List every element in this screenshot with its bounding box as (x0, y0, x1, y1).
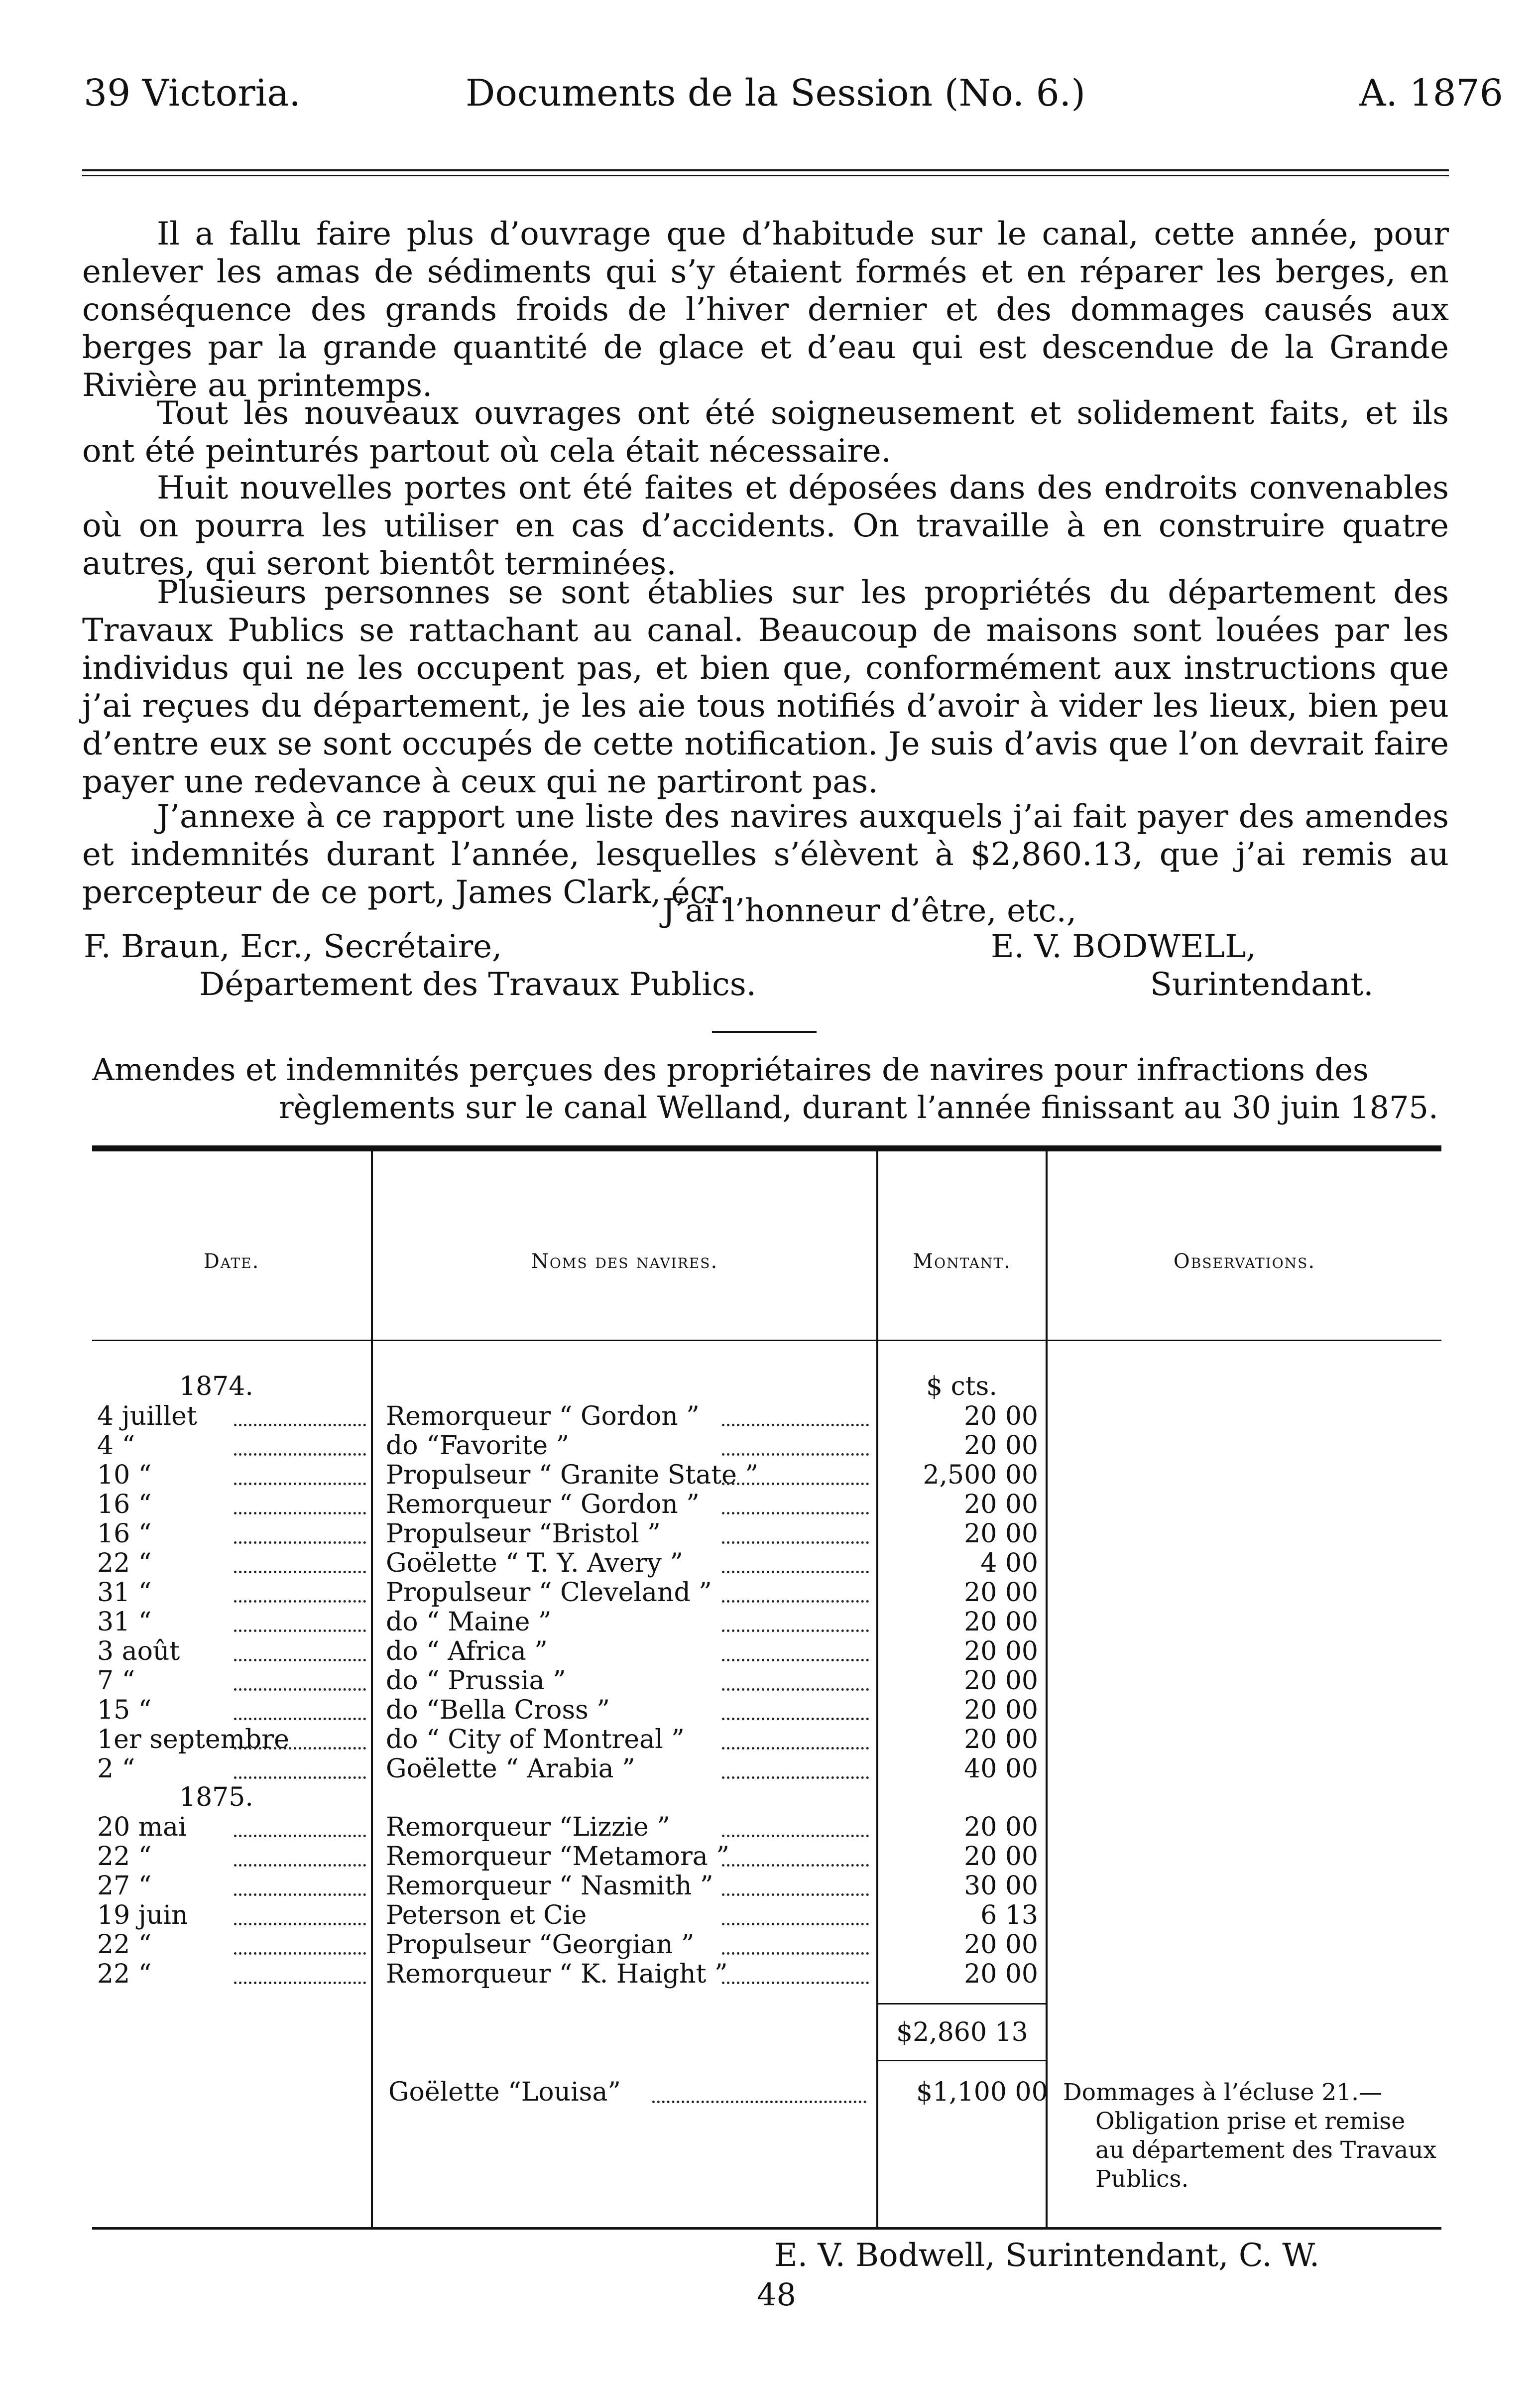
year-1875: 1875. (179, 1782, 253, 1812)
row-date: 16 “ (97, 1519, 152, 1549)
row-amount: 2,500 00 (923, 1460, 1038, 1490)
section-divider (712, 1031, 817, 1033)
row-amount: 4 00 (980, 1548, 1038, 1578)
addressee-line-1: F. Braun, Ecr., Secrétaire, (84, 928, 502, 965)
row-amount: 20 00 (964, 1431, 1038, 1461)
row-vessel-name: Goëlette “ Arabia ” (386, 1754, 635, 1784)
row-date: 4 juillet (97, 1401, 197, 1431)
row-vessel-name: Remorqueur “ Gordon ” (386, 1401, 700, 1431)
row-vessel-name: do “ Africa ” (386, 1636, 548, 1666)
row-date-dot-leader (234, 1893, 366, 1896)
row-date-dot-leader (234, 1512, 366, 1514)
row-date: 7 “ (97, 1666, 135, 1696)
row-name-dot-leader (722, 1776, 869, 1779)
row-amount: 20 00 (964, 1578, 1038, 1608)
row-amount: 30 00 (964, 1871, 1038, 1901)
page-number: 48 (757, 2276, 796, 2313)
row-name-dot-leader (722, 1453, 869, 1456)
row-date-dot-leader (234, 1923, 366, 1925)
column-header-observations: Observations. (1173, 1250, 1316, 1273)
observation-line-2: Obligation prise et remise (1095, 2108, 1406, 2135)
row-date-dot-leader (234, 1453, 366, 1456)
column-divider-1 (371, 1151, 373, 2227)
row-vessel-name: Propulseur “ Granite State ” (386, 1460, 759, 1490)
observation-line-3: au département des Travaux (1095, 2136, 1437, 2164)
row-amount: 20 00 (964, 1401, 1038, 1431)
row-name-dot-leader (722, 1747, 869, 1750)
paragraph-1: Il a fallu faire plus d’ouvrage que d’habitude sur le canal, cette année, pour enlever les amas de sédiments qui s’y étaient formés et en réparer les berges, en conséquence des grands froids de l’hiver dernier et des dommages causés aux berges par la grande quantité de glace et d’eau qui est descendue de la Grande Rivière au printemps. (82, 216, 1449, 404)
row-amount: 20 00 (964, 1519, 1038, 1549)
signer-line-1: E. V. BODWELL, (991, 928, 1256, 965)
row-amount: 20 00 (964, 1695, 1038, 1725)
column-divider-2 (876, 1151, 878, 2227)
row-date: 3 août (97, 1636, 180, 1666)
row-date-dot-leader (234, 1864, 366, 1867)
row-name-dot-leader (722, 1982, 869, 1984)
row-vessel-name: Remorqueur “Metamora ” (386, 1842, 729, 1872)
row-amount: 20 00 (964, 1959, 1038, 1989)
observation-line-1: Dommages à l’écluse 21.— (1063, 2079, 1383, 2106)
row-vessel-name: Remorqueur “ Nasmith ” (386, 1871, 713, 1901)
row-name-dot-leader (722, 1923, 869, 1925)
row-date: 19 juin (97, 1900, 188, 1930)
row-date-dot-leader (234, 1952, 366, 1955)
row-date-dot-leader (234, 1659, 366, 1661)
header-bottom-rule (92, 1340, 1441, 1341)
row-amount: 20 00 (964, 1930, 1038, 1960)
addressee-line-2: Département des Travaux Publics. (199, 966, 756, 1003)
row-date-dot-leader (234, 1571, 366, 1573)
row-date-dot-leader (234, 1629, 366, 1632)
paragraph-2: Tout les nouveaux ouvrages ont été soigneusement et solidement faits, et ils ont été peinturés partout où cela était nécessaire. (82, 395, 1449, 470)
table-bottom-rule (92, 2227, 1441, 2230)
header-left: 39 Victoria. (84, 72, 301, 115)
paragraph-4: Plusieurs personnes se sont établies sur les propriétés du département des Travaux Publics se rattachant au canal. Beaucoup de maisons sont louées par les individus qui ne les occupent pas, et bien que, conformément aux instructions que j’ai reçues du département, je les aie tous notifiés d’avoir à vider les lieux, bien peu d’entre eux se sont occupés de cette notification. Je suis d’avis que l’on devrait faire payer une redevance à ceux qui ne partiront pas. (82, 574, 1449, 800)
row-vessel-name: do “ Maine ” (386, 1607, 552, 1637)
row-name-dot-leader (722, 1424, 869, 1426)
column-header-date: Date. (203, 1250, 260, 1273)
row-date-dot-leader (234, 1776, 366, 1779)
total-rule-bottom (878, 2060, 1046, 2061)
paragraph-3: Huit nouvelles portes ont été faites et déposées dans des endroits convenables où on pourra les utiliser en cas d’accidents. On travaille à en construire quatre autres, qui seront bientôt terminées. (82, 470, 1449, 582)
row-vessel-name: Remorqueur “ Gordon ” (386, 1490, 700, 1519)
row-vessel-name: do “ Prussia ” (386, 1666, 566, 1696)
row-amount: 20 00 (964, 1607, 1038, 1637)
row-name-dot-leader (722, 1659, 869, 1661)
row-amount: 20 00 (964, 1812, 1038, 1842)
row-amount: 20 00 (964, 1490, 1038, 1519)
row-date: 31 “ (97, 1578, 152, 1608)
row-name-dot-leader (722, 1512, 869, 1514)
row-date: 20 mai (97, 1812, 187, 1842)
row-name-dot-leader (722, 1483, 869, 1485)
row-date-dot-leader (234, 1718, 366, 1720)
header-rule-bottom (82, 175, 1449, 176)
row-vessel-name: do “Favorite ” (386, 1431, 570, 1461)
table-title-line-2: règlements sur le canal Welland, durant l’année finissant au 30 juin 1875. (279, 1089, 1438, 1126)
extra-dot-leader (652, 2101, 866, 2103)
row-vessel-name: Remorqueur “Lizzie ” (386, 1812, 670, 1842)
signer-line-2: Surintendant. (1150, 966, 1374, 1003)
column-header-names: Noms des navires. (531, 1250, 718, 1273)
row-amount: 40 00 (964, 1754, 1038, 1784)
row-amount: 6 13 (980, 1900, 1038, 1930)
row-vessel-name: Propulseur “Bristol ” (386, 1519, 661, 1549)
header-rule-top (82, 169, 1449, 171)
row-date: 2 “ (97, 1754, 135, 1784)
row-vessel-name: do “ City of Montreal ” (386, 1725, 685, 1754)
row-date-dot-leader (234, 1835, 366, 1837)
row-amount: 20 00 (964, 1636, 1038, 1666)
row-amount: 20 00 (964, 1666, 1038, 1696)
row-name-dot-leader (722, 1600, 869, 1603)
row-name-dot-leader (722, 1718, 869, 1720)
row-vessel-name: do “Bella Cross ” (386, 1695, 610, 1725)
total-rule-top (878, 2003, 1046, 2005)
row-date-dot-leader (234, 1600, 366, 1603)
row-name-dot-leader (722, 1952, 869, 1955)
amount-units: $ cts. (926, 1372, 997, 1401)
row-vessel-name: Peterson et Cie (386, 1900, 587, 1930)
column-header-amount: Montant. (913, 1250, 1011, 1273)
observation-line-4: Publics. (1095, 2165, 1189, 2193)
total-amount: $2,860 13 (896, 2017, 1028, 2047)
header-right: A. 1876 (1359, 72, 1503, 115)
row-vessel-name: Propulseur “ Cleveland ” (386, 1578, 712, 1608)
table-title-line-1: Amendes et indemnités perçues des propriétaires de navires pour infractions des (92, 1051, 1369, 1088)
row-date: 22 “ (97, 1959, 152, 1989)
row-name-dot-leader (722, 1541, 869, 1544)
row-name-dot-leader (722, 1893, 869, 1896)
row-name-dot-leader (722, 1571, 869, 1573)
row-date: 22 “ (97, 1548, 152, 1578)
year-1874: 1874. (179, 1372, 253, 1401)
extra-vessel-name: Goëlette “Louisa” (388, 2077, 621, 2107)
footer-signature: E. V. Bodwell, Surintendant, C. W. (774, 2237, 1320, 2274)
row-date-dot-leader (234, 1747, 366, 1750)
row-name-dot-leader (722, 1835, 869, 1837)
row-date-dot-leader (234, 1982, 366, 1984)
row-vessel-name: Propulseur “Georgian ” (386, 1930, 695, 1960)
row-date-dot-leader (234, 1541, 366, 1544)
row-date: 1er septembre (97, 1725, 289, 1754)
row-date: 15 “ (97, 1695, 152, 1725)
row-name-dot-leader (722, 1688, 869, 1691)
row-name-dot-leader (722, 1629, 869, 1632)
extra-amount: $1,100 00 (916, 2077, 1048, 2107)
row-date: 22 “ (97, 1842, 152, 1872)
row-date: 31 “ (97, 1607, 152, 1637)
row-vessel-name: Goëlette “ T. Y. Avery ” (386, 1548, 683, 1578)
row-date-dot-leader (234, 1688, 366, 1691)
table-top-rule (92, 1145, 1441, 1151)
column-divider-3 (1046, 1151, 1048, 2227)
row-amount: 20 00 (964, 1842, 1038, 1872)
row-date-dot-leader (234, 1483, 366, 1485)
row-vessel-name: Remorqueur “ K. Haight ” (386, 1959, 728, 1989)
row-date: 16 “ (97, 1490, 152, 1519)
header-center: Documents de la Session (No. 6.) (466, 72, 1086, 115)
paragraph-5: J’annexe à ce rapport une liste des navires auxquels j’ai fait payer des amendes et indemnités durant l’année, lesquelles s’élèvent à $2,860.13, que j’ai remis au percepteur de ce port, James Clark, écr. (82, 798, 1449, 911)
row-date: 27 “ (97, 1871, 152, 1901)
row-date: 10 “ (97, 1460, 152, 1490)
row-amount: 20 00 (964, 1725, 1038, 1754)
row-name-dot-leader (722, 1864, 869, 1867)
closing: J’ai l’honneur d’être, etc., (662, 892, 1077, 929)
row-date: 22 “ (97, 1930, 152, 1960)
row-date-dot-leader (234, 1424, 366, 1426)
row-date: 4 “ (97, 1431, 135, 1461)
